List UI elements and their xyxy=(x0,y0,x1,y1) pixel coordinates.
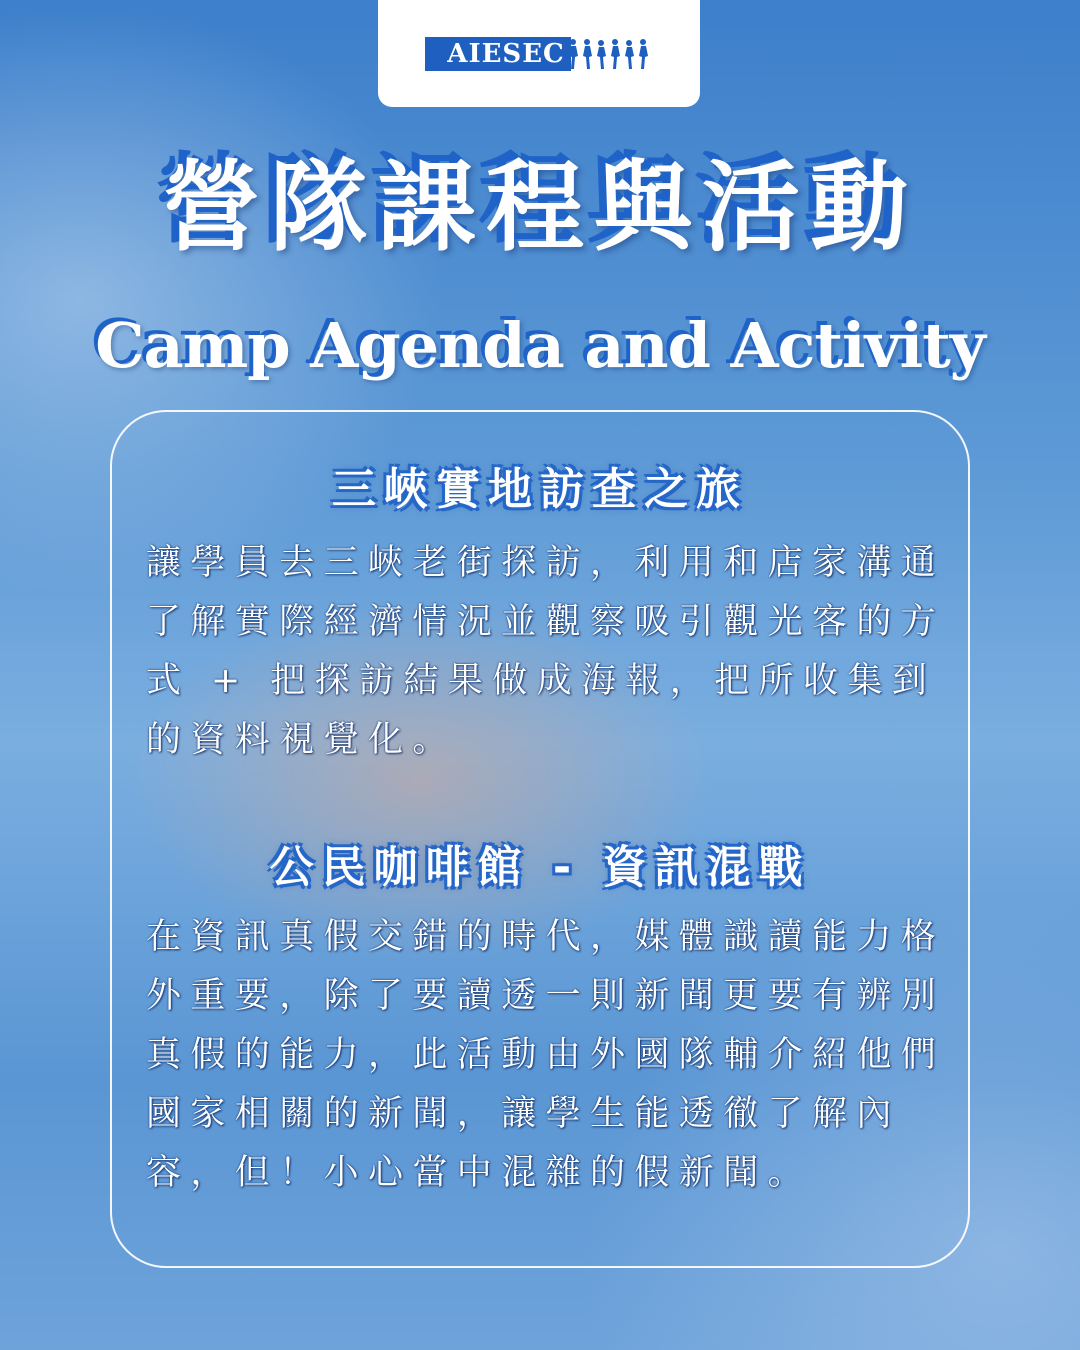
page-title-english: Camp Agenda and Activity xyxy=(95,309,985,382)
aiesec-logo xyxy=(425,37,652,71)
section-body-citizen-cafe: 在資訊真假交錯的時代，媒體識讀能力格外重要，除了要讀透一則新聞更要有辨別真假的能力，此活動由外國隊輔介紹他們國家相關的新聞，讓學生能透徹了解內容，但！小心當中混雜的假新聞。 xyxy=(146,917,946,1193)
section-body-sanxia-field-trip: 讓學員去三峽老街探訪，利用和店家溝通了解實際經濟情況並觀察吸引觀光客的方式 + 把探訪結果做成海報，把所收集到的資料視覺化。 xyxy=(146,543,946,760)
section-heading-sanxia-field-trip: 三峽實地訪查之旅 xyxy=(332,464,748,515)
logo-text: AIESEC xyxy=(425,37,570,71)
logo-card xyxy=(378,0,700,107)
people-walking-icon xyxy=(567,37,653,71)
page-title-chinese: 營隊課程與活動 xyxy=(161,150,918,265)
section-heading-citizen-cafe: 公民咖啡館 - 資訊混戰 xyxy=(269,842,811,893)
